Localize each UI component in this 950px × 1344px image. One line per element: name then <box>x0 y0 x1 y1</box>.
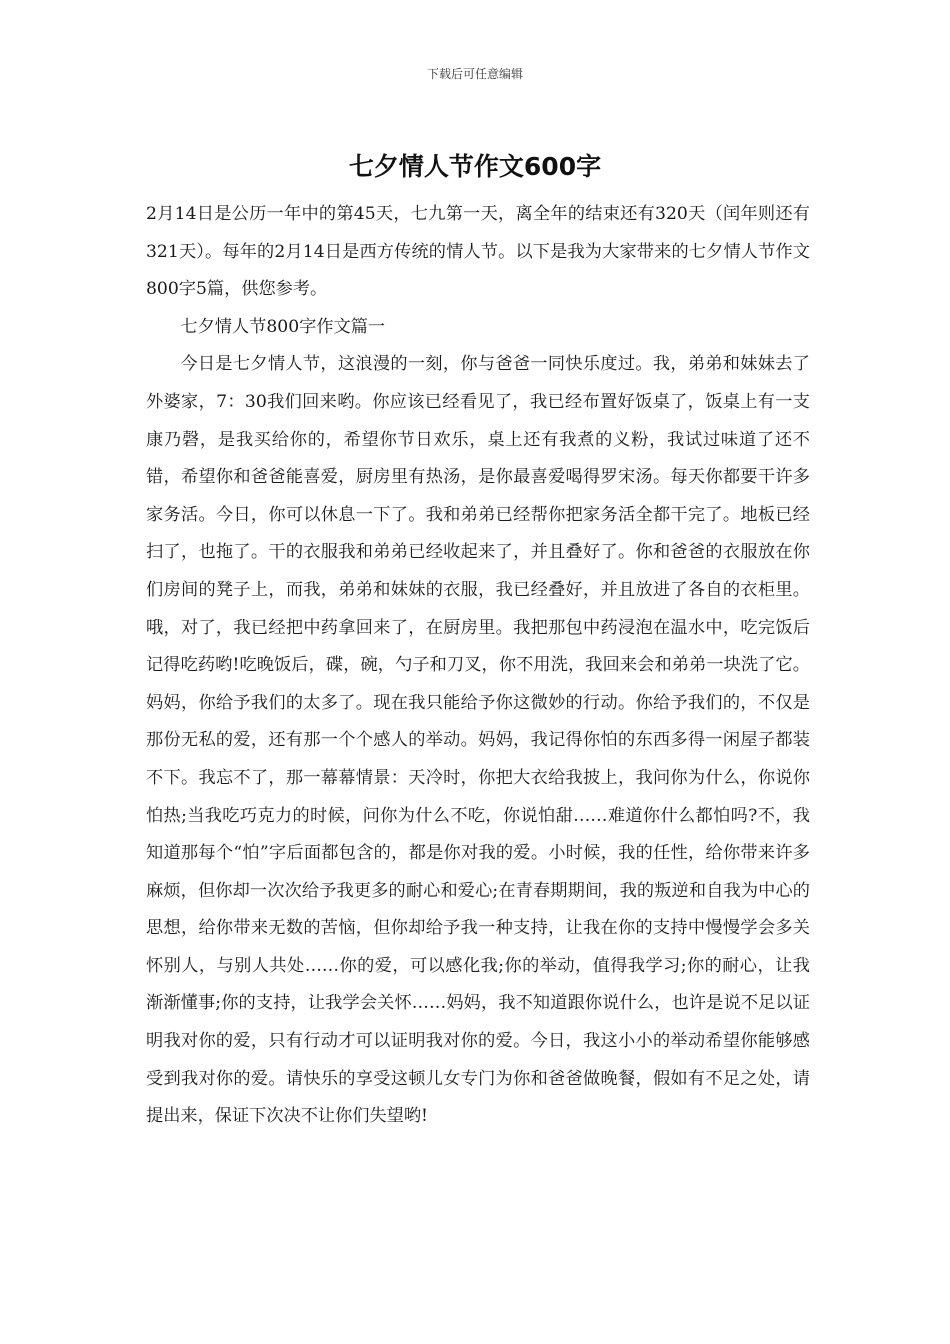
document-title: 七夕情人节作文600字 <box>348 152 602 181</box>
section-heading: 七夕情人节800字作文篇一 <box>180 316 386 337</box>
body-paragraph: 今日是七夕情人节，这浪漫的一刻，你与爸爸一同快乐度过。我，弟弟和妹妹去了外婆家，7：30我们回来哟。你应该已经看见了，我已经布置好饭桌了，饭桌上有一支康乃磬，是我买给你的，希望你节日欢乐，桌上还有我煮的义粉，我试过味道了还不错，希望你和爸爸能喜爱，厨房里有热汤，是你最喜爱喝得罗宋汤。每天你都要干许多家务活。今日，你可以休息一下了。我和弟弟已经帮你把家务活全都干完了。地板已经扫了，也拖了。干的衣服我和弟弟已经收起来了，并且叠好了。你和爸爸的衣服放在你们房间的凳子上，而我，弟弟和妹妹的衣服，我已经叠好，并且放进了各自的衣柜里。哦，对了，我已经把中药拿回来了，在厨房里。我把那包中药浸泡在温水中，吃完饭后记得吃药哟!吃晚饭后，碟，碗，勺子和刀叉，你不用洗，我回来会和弟弟一块洗了它。妈妈，你给予我们的太多了。现在我只能给予你这微妙的行动。你给予我们的，不仅是那份无私的爱，还有那一个个感人的举动。妈妈，我记得你怕的东西多得一闲屋子都装不下。我忘不了，那一幕幕情景：天冷时，你把大衣给我披上，我问你为什么，你说你怕热;当我吃巧克力的时候，问你为什么不吃，你说怕甜……难道你什么都怕吗?不，我知道那每个“怕”字后面都包含的，都是你对我的爱。小时候，我的任性，给你带来许多麻烦，但你却一次次给予我更多的耐心和爱心;在青春期期间，我的叛逆和自我为中心的思想，给你带来无数的苦恼，但你却给予我一种支持，让我在你的支持中慢慢学会多关怀别人，与别人共处……你的爱，可以感化我;你的举动，值得我学习;你的耐心，让我渐渐懂事;你的支持，让我学会关怀……妈妈，我不知道跟你说什么，也许是说不足以证明我对你的爱，只有行动才可以证明我对你的爱。今日，我这小小的举动希望你能够感受到我对你的爱。请快乐的享受这顿儿女专门为你和爸爸做晚餐，假如有不足之处，请提出来，保证下次决不让你们失望哟! <box>146 354 810 1127</box>
document-body <box>146 196 810 1136</box>
intro-paragraph: 2月14日是公历一年中的第45天，七九第一天，离全年的结束还有320天（闰年则还有321天）。每年的2月14日是西方传统的情人节。以下是我为大家带来的七夕情人节作文800字5篇，供您参考。 <box>146 204 810 300</box>
page-header-note: 下载后可任意编辑 <box>426 67 523 81</box>
